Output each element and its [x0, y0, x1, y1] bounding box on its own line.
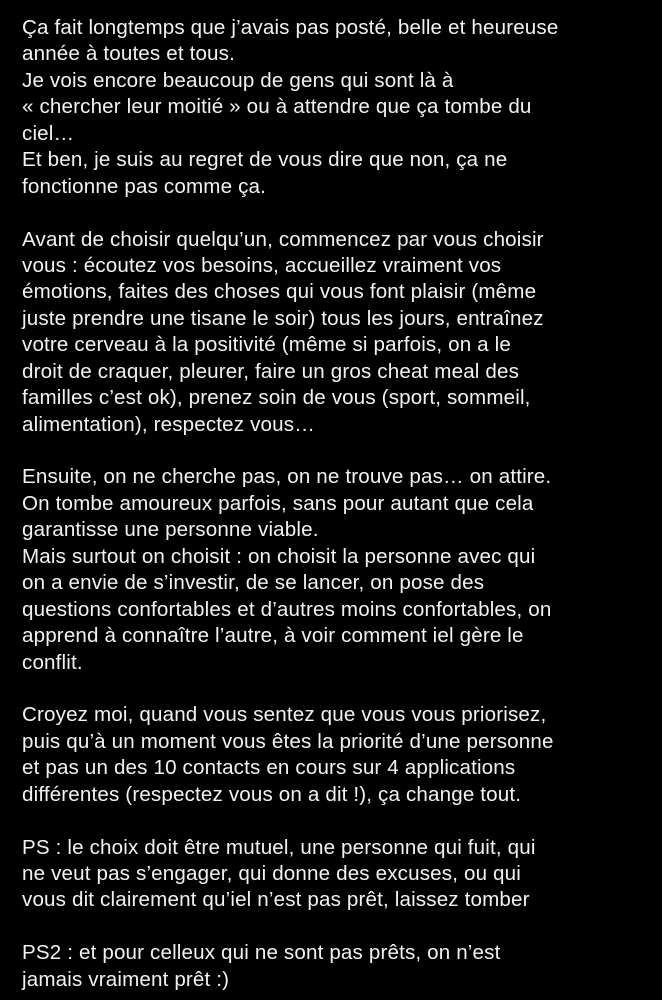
paragraph-attract: [22, 464, 652, 676]
text-line: juste prendre une tisane le soir) tous les jours, entraînez: [22, 306, 544, 330]
text-line: On tombe amoureux parfois, sans pour autant que cela: [22, 491, 534, 515]
text-line: « chercher leur moitié » ou à attendre que ça tombe du: [22, 95, 532, 119]
text-line: émotions, faites des choses qui vous font plaisir (même: [22, 280, 537, 304]
text-line: fonctionne pas comme ça.: [22, 174, 266, 198]
text-line: Mais surtout on choisit : on choisit la personne avec qui: [22, 544, 536, 568]
paragraph-choose-yourself: [22, 227, 652, 439]
text-line: Ensuite, on ne cherche pas, on ne trouve pas… on attire.: [22, 465, 552, 489]
text-line: PS2 : et pour celleux qui ne sont pas prêts, on n’est: [22, 941, 501, 965]
text-line: on a envie de s’investir, de se lancer, on pose des: [22, 571, 485, 595]
text-line: Avant de choisir quelqu’un, commencez par vous choisir: [22, 227, 544, 251]
text-line: questions confortables et d’autres moins confortables, on: [22, 597, 552, 621]
text-line: Ça fait longtemps que j’avais pas posté, belle et heureuse: [22, 16, 559, 39]
text-line: ne veut pas s’engager, qui donne des excuses, ou qui: [22, 862, 521, 885]
post-text-body: [22, 15, 652, 993]
text-line: puis qu’à un moment vous êtes la priorité d’une personne: [22, 729, 554, 753]
text-line: vous dit clairement qu’iel n’est pas prêt, laissez tomber: [22, 888, 530, 912]
text-line: apprend à connaître l’autre, à voir comment iel gère le: [22, 624, 524, 648]
text-line: PS : le choix doit être mutuel, une personne qui fuit, qui: [22, 835, 536, 859]
paragraph-spacer: [22, 200, 652, 226]
paragraph-spacer: [22, 914, 652, 940]
text-line: votre cerveau à la positivité (même si parfois, on a le: [22, 333, 511, 357]
paragraph-spacer: [22, 438, 652, 464]
text-line: Croyez moi, quand vous sentez que vous vous priorisez,: [22, 703, 547, 727]
paragraph-spacer: [22, 676, 652, 702]
paragraph-ps: [22, 835, 652, 914]
text-line: conflit.: [22, 650, 83, 674]
text-line: familles c’est ok), prenez soin de vous (sport, sommeil,: [22, 386, 531, 410]
text-line: différentes (respectez vous on a dit !), ça change tout.: [22, 782, 522, 806]
text-line: jamais vraiment prêt :): [22, 967, 230, 991]
text-line: garantisse une personne viable.: [22, 518, 319, 542]
paragraph-spacer: [22, 808, 652, 834]
text-line: droit de craquer, pleurer, faire un gros cheat meal des: [22, 359, 520, 383]
text-line: année à toutes et tous.: [22, 42, 235, 66]
text-line: et pas un des 10 contacts en cours sur 4 applications: [22, 756, 516, 780]
text-line: Et ben, je suis au regret de vous dire que non, ça ne: [22, 148, 508, 172]
text-line: vous : écoutez vos besoins, accueillez vraiment vos: [22, 253, 502, 277]
text-line: alimentation), respectez vous…: [22, 412, 315, 436]
text-line: Je vois encore beaucoup de gens qui sont là à: [22, 68, 454, 92]
paragraph-intro: [22, 15, 652, 200]
paragraph-believe-me: [22, 702, 652, 808]
text-line: ciel…: [22, 121, 75, 145]
paragraph-ps2: [22, 940, 652, 993]
